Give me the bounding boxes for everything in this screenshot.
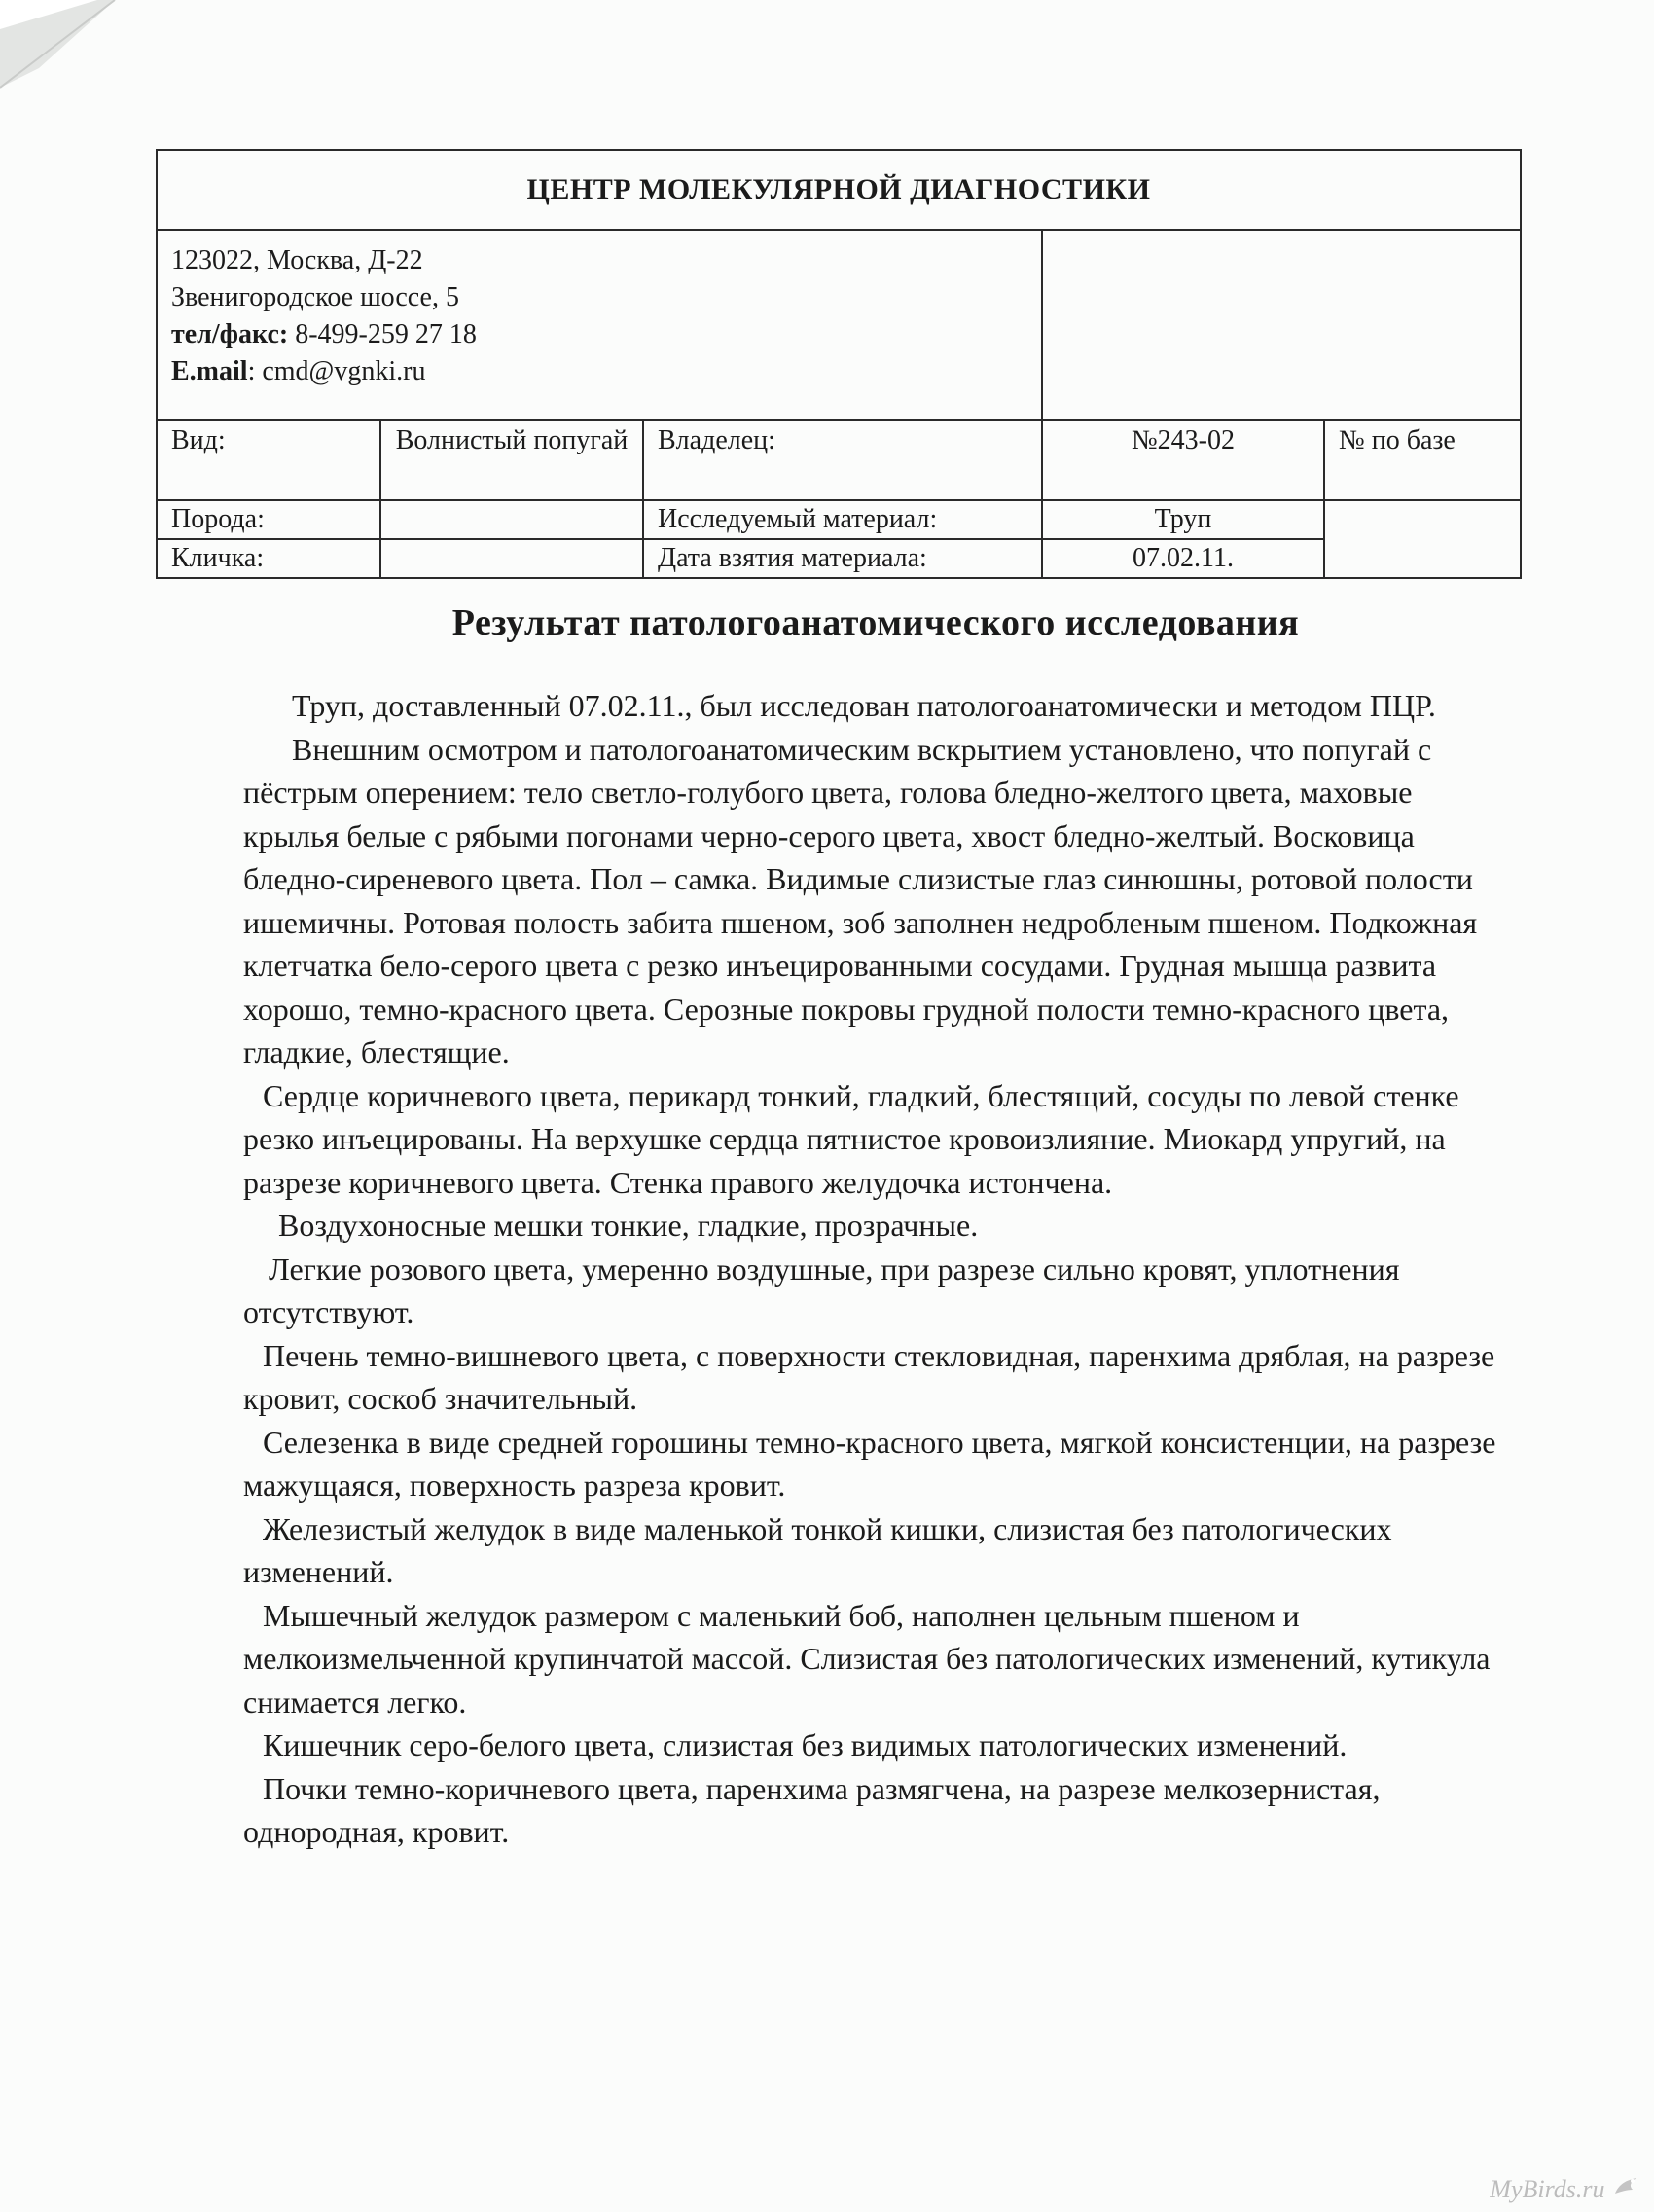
date-value: 07.02.11. <box>1042 539 1324 578</box>
owner-value: №243-02 <box>1042 420 1324 500</box>
paragraph-intestine: Кишечник серо-белого цвета, слизистая без видимых патологических изменений. <box>263 1727 1348 1762</box>
nickname-label: Кличка: <box>157 539 380 578</box>
organization-contacts <box>157 230 1042 420</box>
email-line <box>171 353 1027 390</box>
material-label: Исследуемый материал: <box>643 500 1042 539</box>
report-body <box>243 684 1498 1854</box>
paragraph-lungs: Легкие розового цвета, умеренно воздушные, при разрезе сильно кровят, уплотнения отсутствуют. <box>243 1251 1400 1329</box>
breed-label: Порода: <box>157 500 380 539</box>
address-line-1: 123022, Москва, Д-22 <box>171 245 423 275</box>
paragraph-gizzard: Мышечный желудок размером с маленький боб, наполнен цельным пшеном и мелкоизмельченной крупинчатой массой. Слизистая без патологических изменений, кутикула снимается легко. <box>243 1597 1491 1720</box>
phone-label: тел/факс: <box>171 319 289 349</box>
nickname-value <box>380 539 643 578</box>
paragraph-air-sacs: Воздухоносные мешки тонкие, гладкие, прозрачные. <box>278 1208 979 1243</box>
report-title: Результат патологоанатомического исследования <box>451 602 1300 643</box>
species-label: Вид: <box>157 420 380 500</box>
owner-label: Владелец: <box>643 420 1042 500</box>
watermark-text: MyBirds.ru <box>1490 2175 1605 2203</box>
phone-line <box>171 316 1027 353</box>
paragraph-general: Труп, доставленный 07.02.11., был исследован патологоанатомически и методом ПЦР. <box>292 688 1436 723</box>
breed-value <box>380 500 643 539</box>
organization-name: ЦЕНТР МОЛЕКУЛЯРНОЙ ДИАГНОСТИКИ <box>157 150 1521 230</box>
phone-value: 8-499-259 27 18 <box>288 319 477 349</box>
address-line-2: Звенигородское шоссе, 5 <box>171 282 459 312</box>
date-label: Дата взятия материала: <box>643 539 1042 578</box>
paragraph-kidneys: Почки темно-коричневого цвета, паренхима размягчена, на разрезе мелкозернистая, однородная, кровит. <box>243 1770 1381 1849</box>
stamp-area <box>1042 230 1521 420</box>
header-table <box>156 149 1522 579</box>
db-number-label: № по базе <box>1324 420 1521 500</box>
site-watermark <box>1490 2172 1640 2204</box>
species-value: Волнистый попугай <box>380 420 643 500</box>
email-value: : cmd@vgnki.ru <box>247 356 426 386</box>
email-label: E.mail <box>171 356 248 386</box>
bird-logo-icon <box>1611 2172 1640 2201</box>
folded-corner <box>0 0 126 97</box>
paragraph-liver: Печень темно-вишневого цвета, с поверхности стекловидная, паренхима дряблая, на разрезе кровит, соскоб значительный. <box>243 1337 1495 1416</box>
paragraph-external-exam: Внешним осмотром и патологоанатомическим вскрытием установлено, что попугай с пёстрым оперением: тело светло-голубого цвета, голова бледно-желтого цвета, маховые крылья белые с рябыми погонами черно-серого цвета, хвост бледно-желтый. Восковица бледно-сиреневого цвета. Пол – самка. Видимые слизистые глаз синюшны, ротовой полости ишемичны. Ротовая полость забита пшеном, зоб заполнен недробленым пшеном. Подкожная клетчатка бело-серого цвета с резко инъецированными сосудами. Грудная мышца развита хорошо, темно-красного цвета. Серозные покровы грудной полости темно-красного цвета, гладкие, блестящие. <box>243 731 1478 1070</box>
db-number-value <box>1324 500 1521 578</box>
paragraph-heart: Сердце коричневого цвета, перикард тонкий, гладкий, блестящий, сосуды по левой стенке резко инъецированы. На верхушке сердца пятнистое кровоизлияние. Миокард упругий, на разрезе коричневого цвета. Стенка правого желудочка истончена. <box>243 1077 1459 1200</box>
paragraph-spleen: Селезенка в виде средней горошины темно-красного цвета, мягкой консистенции, на разрезе мажущаяся, поверхность разреза кровит. <box>243 1424 1496 1503</box>
material-value: Труп <box>1042 500 1324 539</box>
paragraph-proventriculus: Железистый желудок в виде маленькой тонкой кишки, слизистая без патологических изменений. <box>243 1510 1392 1589</box>
